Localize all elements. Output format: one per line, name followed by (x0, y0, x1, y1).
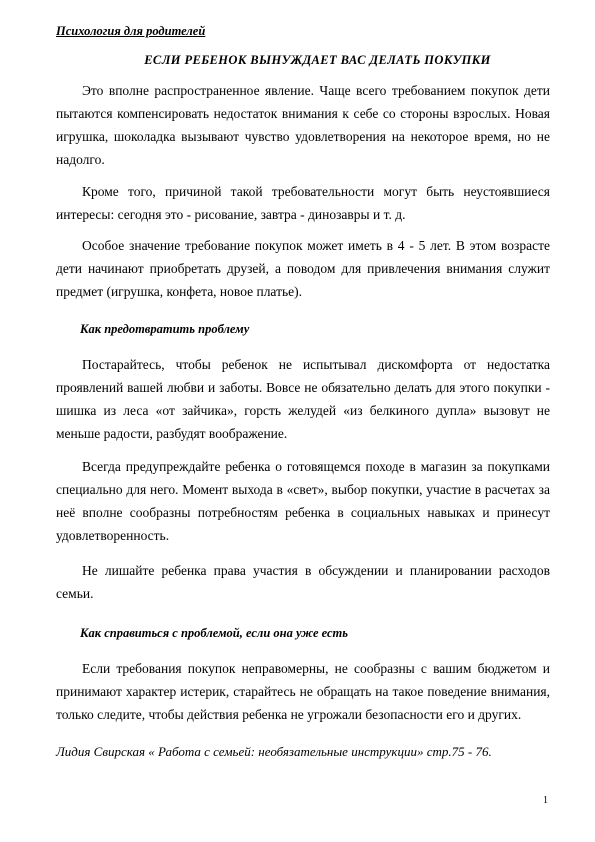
cope-paragraph-1: Если требования покупок неправомерны, не сообразны с вашим бюджетом и принимают характер истерик, старайтесь не обращать на такое поведение внимания, только следите, чтобы действия ребенка не угрожали безопасности его и других. (56, 661, 550, 722)
section-heading-prevent: Как предотвратить проблему (80, 322, 250, 336)
page-header: Психология для родителей (56, 24, 206, 38)
document-title: ЕСЛИ РЕБЕНОК ВЫНУЖДАЕТ ВАС ДЕЛАТЬ ПОКУПКИ (144, 53, 491, 67)
prevent-paragraph-1: Постарайтесь, чтобы ребенок не испытывал дискомфорта от недостатка проявлений вашей любви и заботы. Вовсе не обязательно делать для этого покупки - шишка из леса «от зайчика», горсть желудей «из белкиного дупла» вызовут не меньше радости, разбудят воображение. (56, 357, 550, 441)
intro-paragraph-3: Особое значение требование покупок может иметь в 4 - 5 лет. В этом возрасте дети начинают приобретать друзей, а поводом для привлечения внимания служит предмет (игрушка, конфета, новое платье). (56, 238, 550, 299)
prevent-paragraph-2: Всегда предупреждайте ребенка о готовящемся походе в магазин за покупками специально для него. Момент выхода в «свет», выбор покупки, участие в расчетах за неё вполне сообразны потребностям ребенка в социальных навыках и принесут удовлетворенность. (56, 459, 550, 543)
section-heading-cope: Как справиться с проблемой, если она уже есть (80, 626, 348, 640)
prevent-paragraph-3: Не лишайте ребенка права участия в обсуждении и планировании расходов семьи. (56, 563, 550, 601)
intro-paragraph-1: Это вполне распространенное явление. Чаще всего требованием покупок дети пытаются компенсировать недостаток внимания к себе со стороны взрослых. Новая игрушка, шоколадка вызывают чувство удовлетворения на некоторое время, но не надолго. (56, 83, 550, 167)
intro-paragraph-2: Кроме того, причиной такой требовательности могут быть неустоявшиеся интересы: сегодня это - рисование, завтра - динозавры и т. д. (56, 184, 550, 222)
author-signature: Лидия Свирская « Работа с семьей: необязательные инструкции» стр.75 - 76. (56, 744, 492, 759)
page-number: 1 (543, 795, 548, 806)
